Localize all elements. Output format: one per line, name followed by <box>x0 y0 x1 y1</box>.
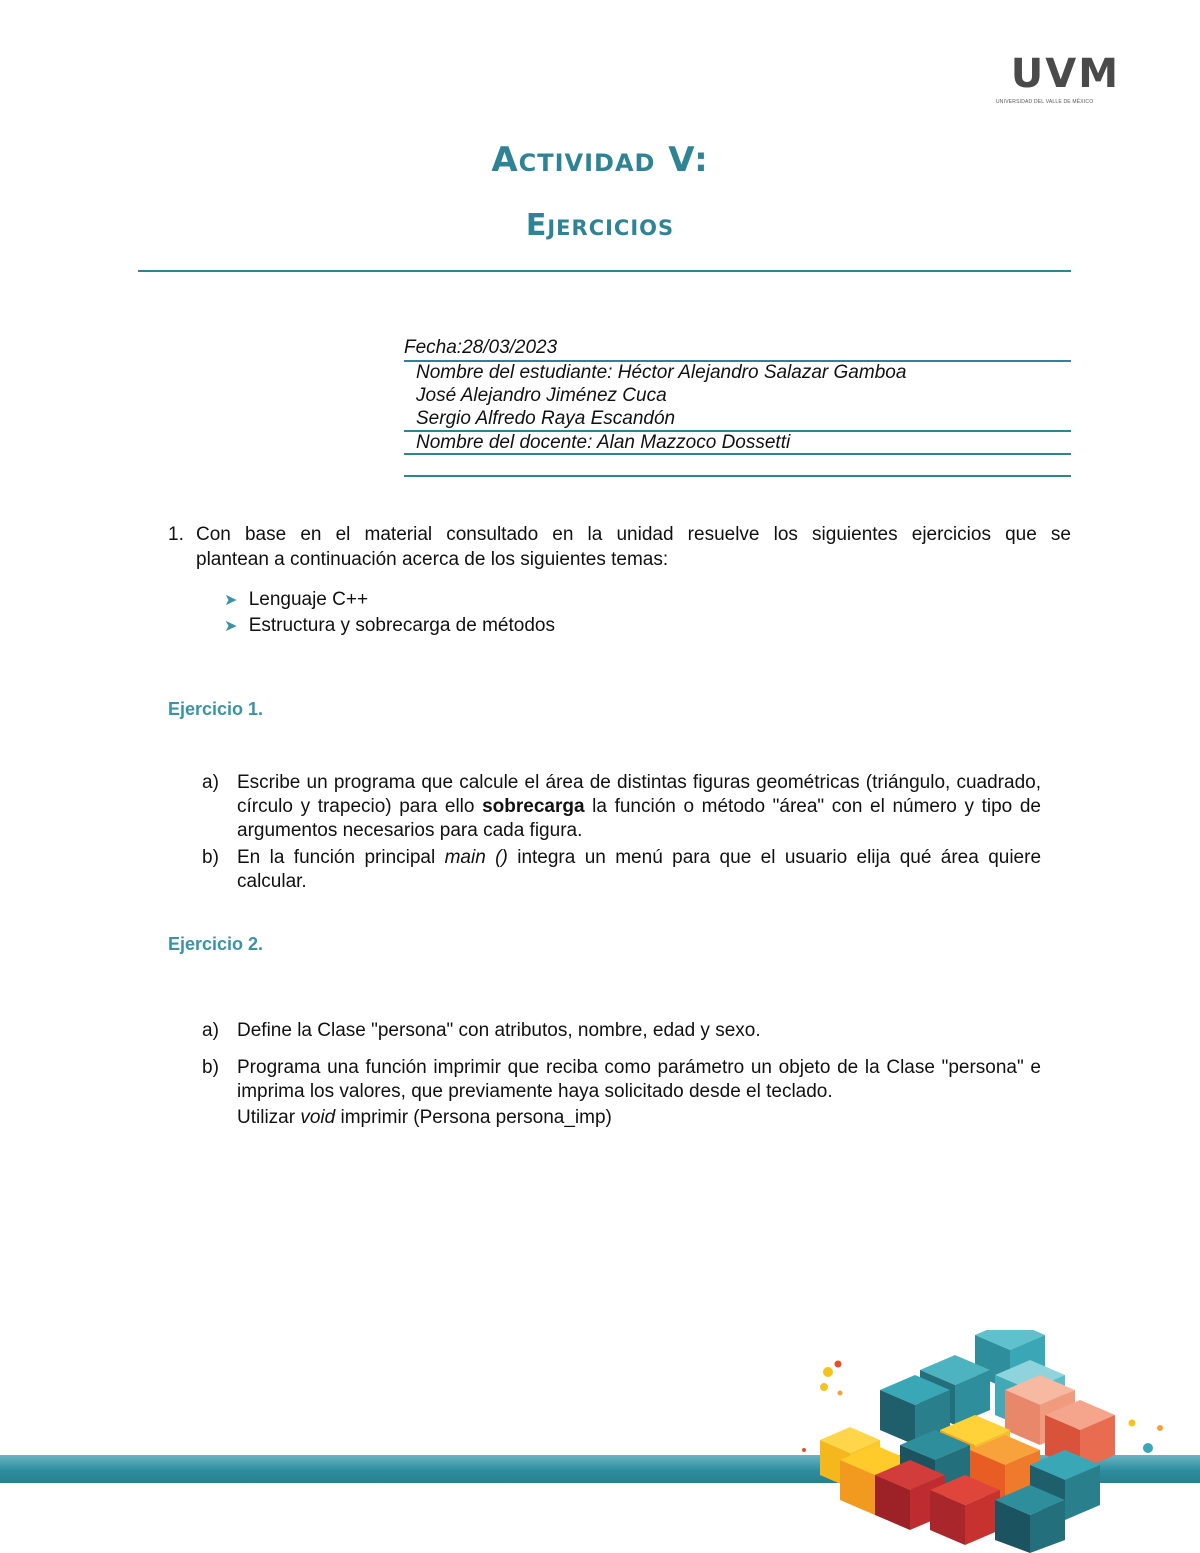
item-marker: b) <box>202 1057 219 1078</box>
text-span: integra un menú para que el usuario elija qué área quiere calcular. <box>237 847 1042 892</box>
list-item <box>224 614 555 639</box>
text-span: Escribe un programa que calcule el área de distintas figuras geométricas (triángulo, cuadrado, círculo y trapecio) para ello <box>237 772 1041 817</box>
text-span: Utilizar <box>237 1107 301 1128</box>
intro-number: 1. <box>168 524 184 545</box>
item-marker: b) <box>202 847 219 868</box>
ejercicio-2-heading: Ejercicio 2. <box>168 934 264 954</box>
ejercicio-2-b: Programa una función imprimir que reciba como parámetro un objeto de la Clase "persona" e imprima los valores, que previamente haya solicitado desde el teclado. <box>237 1057 1041 1102</box>
ejercicio-2-a: Define la Clase "persona" con atributos, nombre, edad y sexo. <box>237 1020 761 1041</box>
decorative-cubes <box>780 1330 1200 1553</box>
italic-text: void <box>300 1107 336 1128</box>
info-rule <box>404 453 1071 455</box>
student-name-3: Sergio Alfredo Raya Escandón <box>416 408 676 429</box>
arrow-bullet-icon: ➤ <box>224 592 238 609</box>
bold-text: sobrecarga <box>482 796 585 817</box>
text-span: imprimir (Persona persona_imp) <box>335 1107 612 1128</box>
page-title: Actividad V: <box>491 140 709 180</box>
teacher-name: Nombre del docente: Alan Mazzoco Dossetti <box>416 432 791 453</box>
bullet-text: Estructura y sobrecarga de métodos <box>248 615 555 636</box>
list-item <box>224 588 368 613</box>
logo-text: UVM <box>1010 51 1120 97</box>
title-divider <box>138 270 1071 272</box>
item-marker: a) <box>202 1020 219 1041</box>
ejercicio-1-a <box>237 771 1041 843</box>
italic-text: main () <box>444 847 508 868</box>
uvm-logo <box>996 52 1120 110</box>
info-rule <box>404 475 1071 477</box>
ejercicio-1-heading: Ejercicio 1. <box>168 699 264 719</box>
text-span: En la función principal <box>237 847 445 868</box>
page-subtitle: Ejercicios <box>525 208 675 243</box>
student-name-2: José Alejandro Jiménez Cuca <box>416 385 667 406</box>
intro-line-2: plantean a continuación acerca de los siguientes temas: <box>196 549 669 570</box>
logo-tagline: UNIVERSIDAD DEL VALLE DE MÉXICO <box>996 99 1094 105</box>
fecha: Fecha:28/03/2023 <box>404 337 558 358</box>
ejercicio-1-b <box>237 846 1041 894</box>
student-name-1: Nombre del estudiante: Héctor Alejandro Salazar Gamboa <box>416 362 907 383</box>
arrow-bullet-icon: ➤ <box>224 618 238 635</box>
bullet-text: Lenguaje C++ <box>248 589 369 610</box>
ejercicio-2-b-usage <box>237 1106 612 1130</box>
intro-line-1 <box>196 523 1071 547</box>
intro-text-1: Con base en el material consultado en la unidad resuelve los siguientes ejercicios que se <box>196 524 1071 545</box>
text-span: la función o método "área" con el número y tipo de argumentos necesarios para cada figura. <box>237 796 1041 841</box>
item-marker: a) <box>202 772 219 793</box>
